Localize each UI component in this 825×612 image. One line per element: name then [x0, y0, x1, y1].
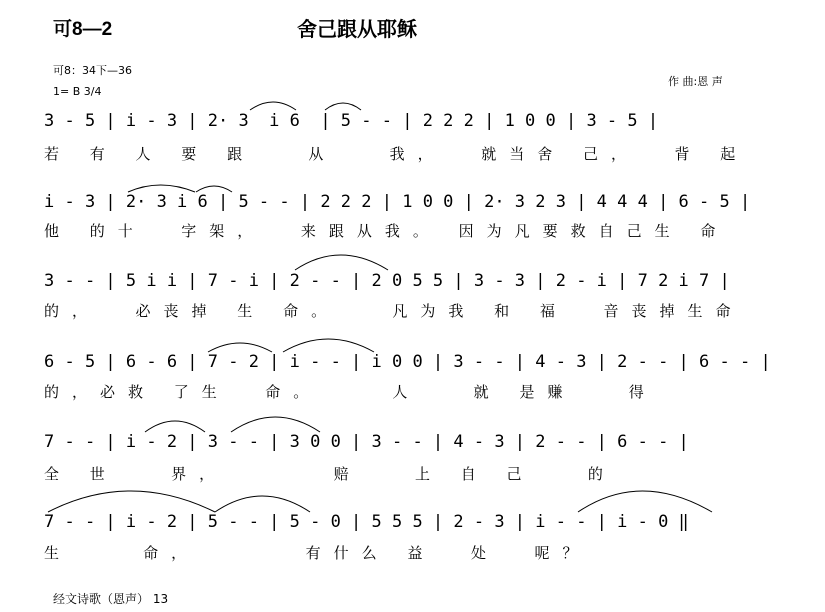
notation-row-1: 3 - 5 | i - 3 | 2· 3 i 6 | 5 - - | 2 2 2 | 1 0 0 | 3 - 5 | [44, 111, 659, 131]
slur [145, 421, 205, 432]
lyrics-row-1: 若 有 人 要 跟 从 我， 就当舍 己， 背 起 [44, 145, 749, 163]
tie [231, 417, 320, 432]
slur [250, 102, 296, 110]
lyrics-row-3: 的， 必丧掉 生 命。 凡为我 和 福 音丧掉生命 [44, 302, 744, 320]
tie [215, 496, 310, 512]
lyrics-row-6: 生 命， 有什么 益 处 呢？ [44, 544, 591, 562]
scripture-reference: 可8：34下—36 [53, 64, 132, 77]
slur [325, 103, 361, 110]
notation-row-6: 7 - - | i - 2 | 5 - - | 5 - 0 | 5 5 5 | 2 - 3 | i - - | i - 0 ‖ [44, 512, 689, 532]
notation-row-2: i - 3 | 2· 3 i 6 | 5 - - | 2 2 2 | 1 0 0 | 2· 3 2 3 | 4 4 4 | 6 - 5 | [44, 192, 751, 212]
slur [48, 491, 215, 512]
tie [283, 339, 374, 352]
lyrics-row-4: 的，必救 了生 命。 人 就 是赚 得 [44, 383, 657, 401]
tie [295, 255, 388, 270]
tie [578, 491, 712, 512]
notation-row-4: 6 - 5 | 6 - 6 | 7 - 2 | i - - | i 0 0 | 3 - - | 4 - 3 | 2 - - | 6 - - | [44, 352, 771, 372]
notation-row-5: 7 - - | i - 2 | 3 - - | 3 0 0 | 3 - - | 4 - 3 | 2 - - | 6 - - | [44, 432, 689, 452]
lyrics-row-5: 全 世 界， 赔 上 自 己 的 [44, 465, 616, 483]
notation-row-3: 3 - - | 5 i i | 7 - i | 2 - - | 2 0 5 5 | 3 - 3 | 2 - i | 7 2 i 7 | [44, 271, 730, 291]
lyrics-row-2: 他 的十 字架， 来跟从我。 因为凡要救自己生 命 [44, 222, 729, 240]
composer-credit: 作 曲:恩 声 [668, 75, 723, 88]
footer-caption: 经文诗歌（恩声） 13 [53, 592, 169, 606]
hymn-title: 舍己跟从耶稣 [297, 17, 417, 41]
slur [128, 185, 195, 192]
slur [208, 343, 272, 352]
key-signature: 1= B 3/4 [53, 85, 102, 98]
hymn-number: 可8—2 [53, 19, 113, 40]
